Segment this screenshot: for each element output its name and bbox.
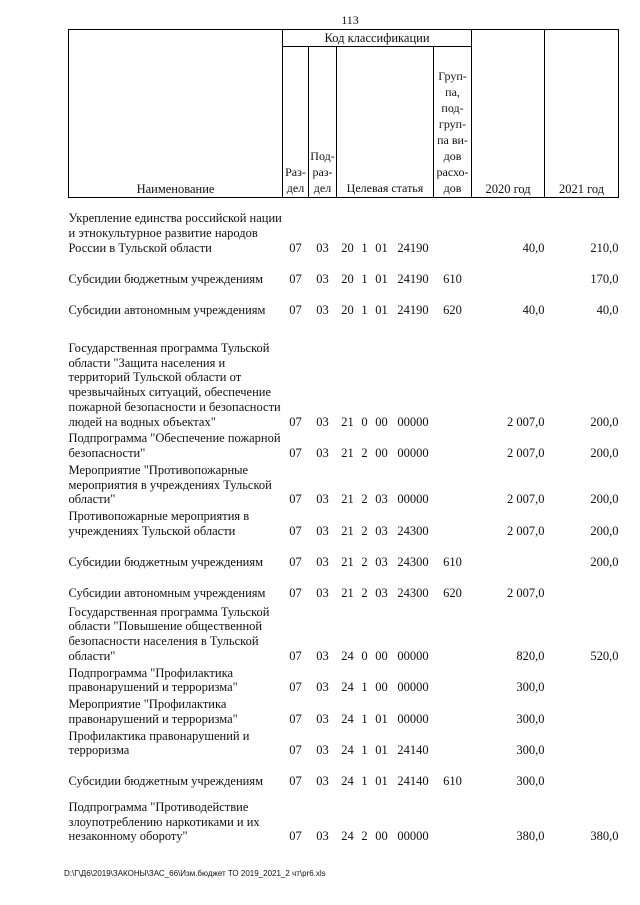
row-podrazdel: 03	[316, 414, 329, 429]
row-podrazdel: 03	[316, 271, 329, 286]
row-target-subprogram: 1	[361, 271, 368, 286]
row-razdel: 07	[289, 446, 302, 460]
row-name: Профилактика правонарушений и терроризма	[68, 728, 250, 758]
row-target-program: 24	[341, 774, 354, 789]
row-podrazdel: 03	[316, 302, 329, 317]
row-expense-group: 610	[443, 774, 462, 789]
row-name: Субсидии автономным учреждениям	[68, 585, 266, 600]
row-2021: 200,0	[590, 492, 619, 507]
budget-table	[68, 29, 619, 846]
row-expense-group	[434, 509, 472, 541]
row-2020: 820,0	[516, 648, 545, 663]
row-target-direction: 00000	[397, 711, 429, 726]
row-name: Субсидии бюджетным учреждениям	[68, 774, 264, 789]
row-expense-group: 610	[443, 554, 462, 569]
row-razdel: 07	[289, 523, 302, 538]
row-razdel: 07	[289, 774, 302, 789]
table-row	[69, 431, 619, 463]
row-2020	[472, 541, 545, 572]
row-2021	[545, 760, 619, 791]
row-razdel: 07	[289, 240, 302, 255]
row-target-subprogram: 1	[361, 240, 368, 255]
row-target-direction: 00000	[397, 414, 429, 429]
row-target-subprogram: 2	[361, 523, 368, 538]
row-target-direction: 24190	[397, 302, 429, 317]
row-target-event: 03	[375, 492, 388, 507]
row-name: Субсидии бюджетным учреждениям	[68, 271, 264, 286]
header-2020: 2020 год	[472, 30, 545, 198]
table-row	[69, 791, 619, 846]
row-2021	[545, 572, 619, 603]
row-expense-group: 620	[443, 302, 462, 317]
row-target-event: 03	[375, 554, 388, 569]
row-target-event: 00	[375, 414, 388, 429]
row-razdel: 07	[289, 492, 302, 507]
row-target-program: 20	[341, 302, 354, 317]
row-podrazdel: 03	[316, 523, 329, 538]
row-target-subprogram: 2	[361, 829, 368, 844]
row-target-event: 03	[375, 585, 388, 600]
row-target-direction: 00000	[397, 680, 429, 695]
row-target-program: 21	[341, 446, 354, 460]
row-target-direction: 24300	[397, 585, 429, 600]
row-2020: 40,0	[522, 240, 545, 255]
row-expense-group	[434, 666, 472, 698]
row-name: Государственная программа Тульской области "Защита населения и территорий Тульской области от чрезвычайных ситуаций, обеспечение пожарной безопасности и безопасности людей на водных объектах"	[68, 340, 281, 429]
row-target-event: 01	[375, 240, 388, 255]
row-razdel: 07	[289, 585, 302, 600]
row-target-program: 21	[341, 492, 354, 507]
row-podrazdel: 03	[316, 648, 329, 663]
row-razdel: 07	[289, 414, 302, 429]
row-target-subprogram: 2	[361, 446, 368, 460]
row-2021: 170,0	[590, 271, 619, 286]
row-target-direction: 00000	[397, 492, 429, 507]
row-2020: 2 007,0	[507, 492, 545, 507]
row-target-direction: 24140	[397, 774, 429, 789]
row-expense-group: 610	[443, 271, 462, 286]
row-podrazdel: 03	[316, 711, 329, 726]
row-2020: 2 007,0	[507, 523, 545, 538]
row-2021: 520,0	[590, 648, 619, 663]
table-row	[69, 463, 619, 509]
row-target-direction: 24300	[397, 523, 429, 538]
row-2020: 300,0	[516, 743, 545, 758]
row-target-event: 01	[375, 302, 388, 317]
row-target-subprogram: 1	[361, 711, 368, 726]
row-razdel: 07	[289, 271, 302, 286]
row-target-direction: 24300	[397, 554, 429, 569]
header-target: Целевая статья	[337, 46, 434, 197]
row-target-direction: 24190	[397, 240, 429, 255]
row-target-subprogram: 2	[361, 585, 368, 600]
row-podrazdel: 03	[316, 774, 329, 789]
row-target-subprogram: 1	[361, 743, 368, 758]
row-2021: 200,0	[590, 523, 619, 538]
row-name: Государственная программа Тульской области "Повышение общественной безопасности населения в Тульской области"	[68, 604, 270, 663]
row-name: Подпрограмма "Профилактика правонарушений и терроризма"	[68, 665, 238, 695]
table-row	[69, 697, 619, 729]
row-podrazdel: 03	[316, 743, 329, 758]
row-podrazdel: 03	[316, 446, 329, 460]
row-2021: 200,0	[590, 446, 619, 460]
row-target-program: 24	[341, 648, 354, 663]
row-expense-group: 620	[443, 585, 462, 600]
row-name: Укрепление единства российской нации и этнокультурное развитие народов России в Тульской области	[68, 211, 282, 255]
row-target-subprogram: 2	[361, 554, 368, 569]
row-2021: 40,0	[596, 302, 619, 317]
row-podrazdel: 03	[316, 492, 329, 507]
row-target-program: 21	[341, 554, 354, 569]
row-expense-group	[434, 431, 472, 463]
row-expense-group	[434, 197, 472, 257]
row-target-direction: 24190	[397, 271, 429, 286]
row-2020: 300,0	[516, 680, 545, 695]
header-row-top	[69, 30, 619, 47]
table-row	[69, 572, 619, 603]
row-target-event: 01	[375, 743, 388, 758]
file-path-footer: D:\Г\Д6\2019\ЗАКОНЫ\ЗАС_66\Изм.бюджет ТО 2019_2021_2 чт\pr6.xls	[64, 869, 326, 878]
row-target-subprogram: 0	[361, 414, 368, 429]
row-podrazdel: 03	[316, 240, 329, 255]
header-group: Груп- па, под- груп- па ви- дов расхо- дов	[434, 46, 472, 197]
row-target-event: 01	[375, 711, 388, 726]
page-number: 113	[341, 13, 359, 27]
row-target-subprogram: 1	[361, 680, 368, 695]
row-target-event: 00	[375, 648, 388, 663]
row-razdel: 07	[289, 829, 302, 844]
row-2020: 2 007,0	[507, 414, 545, 429]
row-expense-group	[434, 729, 472, 761]
row-2021	[545, 666, 619, 698]
row-2021	[545, 697, 619, 729]
header-code: Код классификации	[283, 30, 472, 47]
row-target-subprogram: 1	[361, 774, 368, 789]
row-target-direction: 00000	[397, 648, 429, 663]
row-target-program: 24	[341, 711, 354, 726]
header-podrazdel: Под- раз- дел	[309, 46, 337, 197]
row-target-event: 00	[375, 446, 388, 460]
row-2020	[472, 257, 545, 288]
header-name: Наименование	[69, 30, 283, 198]
table-row	[69, 257, 619, 288]
row-target-program: 21	[341, 585, 354, 600]
row-2021: 380,0	[590, 829, 619, 844]
table-row	[69, 760, 619, 791]
row-2021: 210,0	[590, 240, 619, 255]
row-name: Противопожарные мероприятия в учреждениях Тульской области	[68, 509, 250, 538]
row-name: Мероприятие "Профилактика правонарушений и терроризма"	[68, 697, 238, 726]
table-row	[69, 197, 619, 257]
table-row	[69, 541, 619, 572]
row-name: Субсидии бюджетным учреждениям	[68, 554, 264, 569]
row-podrazdel: 03	[316, 585, 329, 600]
row-2020: 2 007,0	[507, 446, 545, 460]
row-podrazdel: 03	[316, 680, 329, 695]
row-target-subprogram: 2	[361, 492, 368, 507]
row-name: Субсидии автономным учреждениям	[68, 302, 266, 317]
row-target-event: 01	[375, 774, 388, 789]
row-2021: 200,0	[590, 554, 619, 569]
row-2020: 380,0	[516, 829, 545, 844]
row-2021	[545, 729, 619, 761]
table-row	[69, 509, 619, 541]
row-razdel: 07	[289, 554, 302, 569]
row-target-program: 20	[341, 271, 354, 286]
row-name: Подпрограмма "Обеспечение пожарной безопасности"	[68, 431, 281, 460]
row-podrazdel: 03	[316, 554, 329, 569]
row-target-event: 00	[375, 680, 388, 695]
row-2020: 2 007,0	[507, 585, 545, 600]
header-2021: 2021 год	[545, 30, 619, 198]
table-row	[69, 603, 619, 666]
row-target-subprogram: 0	[361, 648, 368, 663]
row-target-program: 21	[341, 523, 354, 538]
row-razdel: 07	[289, 648, 302, 663]
row-target-program: 21	[341, 414, 354, 429]
row-2020: 300,0	[516, 711, 545, 726]
budget-rows	[69, 197, 619, 846]
table-row	[69, 288, 619, 319]
row-razdel: 07	[289, 680, 302, 695]
row-expense-group	[434, 697, 472, 729]
row-target-event: 03	[375, 523, 388, 538]
row-name: Подпрограмма "Противодействие злоупотреблению наркотиками и их незаконному обороту"	[68, 799, 260, 844]
table-row	[69, 319, 619, 431]
row-2021: 200,0	[590, 414, 619, 429]
row-target-direction: 00000	[397, 829, 429, 844]
row-target-event: 01	[375, 271, 388, 286]
row-expense-group	[434, 791, 472, 846]
row-target-program: 24	[341, 743, 354, 758]
row-target-program: 24	[341, 680, 354, 695]
row-expense-group	[434, 603, 472, 666]
row-razdel: 07	[289, 302, 302, 317]
row-expense-group	[434, 463, 472, 509]
row-razdel: 07	[289, 711, 302, 726]
row-target-direction: 24140	[397, 743, 429, 758]
row-expense-group	[434, 319, 472, 431]
row-target-event: 00	[375, 829, 388, 844]
row-razdel: 07	[289, 743, 302, 758]
table-row	[69, 666, 619, 698]
table-row	[69, 729, 619, 761]
row-target-program: 20	[341, 240, 354, 255]
header-razdel: Раз- дел	[283, 46, 309, 197]
row-target-direction: 00000	[397, 446, 429, 460]
row-2020: 40,0	[522, 302, 545, 317]
row-target-subprogram: 1	[361, 302, 368, 317]
row-name: Мероприятие "Противопожарные мероприятия в учреждениях Тульской области"	[68, 462, 272, 507]
row-target-program: 24	[341, 829, 354, 844]
budget-sheet	[68, 29, 618, 846]
row-podrazdel: 03	[316, 829, 329, 844]
row-2020: 300,0	[516, 774, 545, 789]
